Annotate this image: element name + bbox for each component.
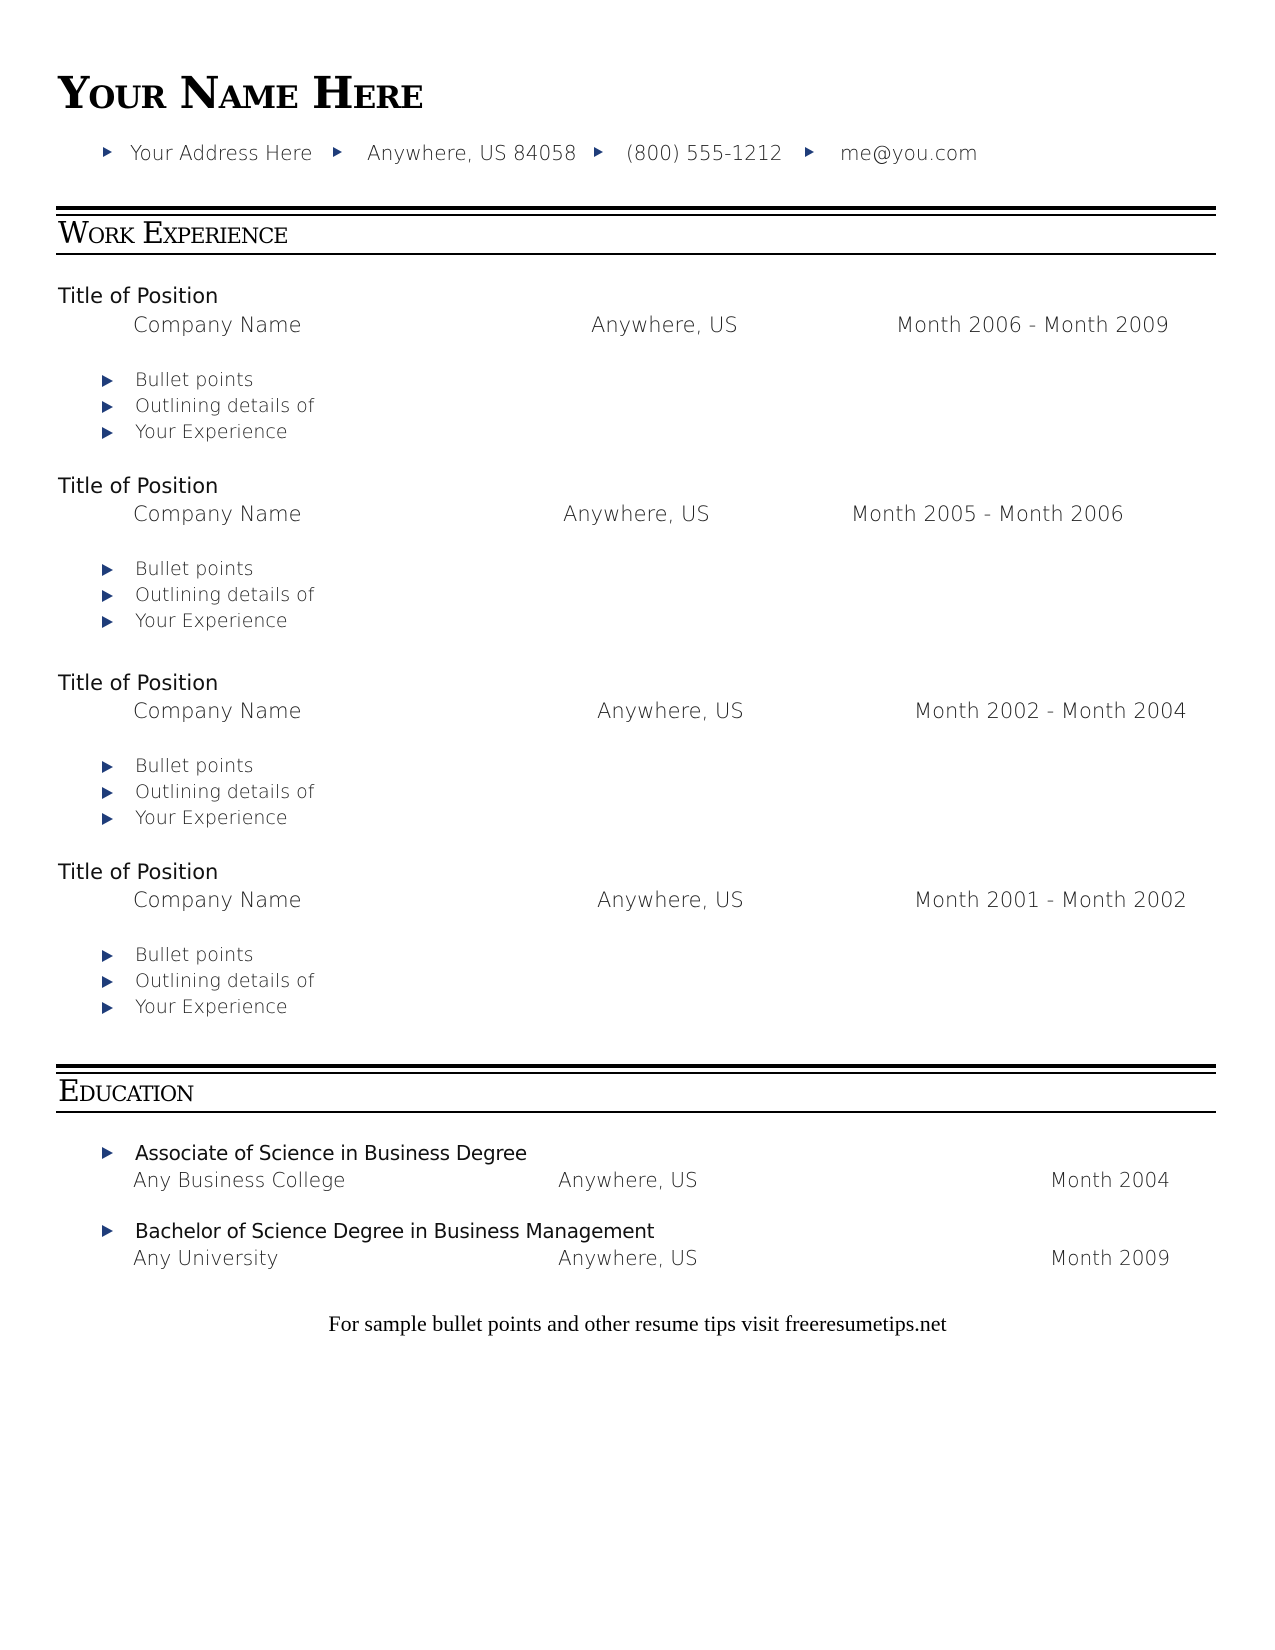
section-rule-bottom: [56, 253, 1216, 255]
job-bullet: Your Experience: [135, 807, 288, 829]
work-experience-heading: Work Experience: [58, 216, 288, 251]
job-location: Anywhere, US: [597, 888, 744, 912]
section-rule-top: [56, 1064, 1216, 1068]
job-bullet: Bullet points: [135, 369, 254, 391]
bullet-icon: [102, 616, 113, 628]
contact-bullet-icon: [333, 147, 342, 157]
job-bullet: Your Experience: [135, 996, 288, 1018]
job-bullet: Outlining details of: [135, 781, 315, 803]
bullet-icon: [102, 813, 113, 825]
job-bullet: Bullet points: [135, 944, 254, 966]
bullet-icon: [102, 950, 113, 962]
job-company: Company Name: [133, 313, 302, 337]
job-bullet: Outlining details of: [135, 970, 315, 992]
edu-degree: Bachelor of Science Degree in Business Management: [135, 1219, 655, 1243]
contact-bullet-icon: [594, 147, 603, 157]
job-location: Anywhere, US: [597, 699, 744, 723]
education-heading: Education: [58, 1074, 194, 1109]
bullet-icon: [102, 1002, 113, 1014]
bullet-icon: [102, 1225, 113, 1237]
job-dates: Month 2002 - Month 2004: [914, 699, 1187, 723]
edu-location: Anywhere, US: [558, 1246, 698, 1270]
job-dates: Month 2005 - Month 2006: [851, 502, 1124, 526]
job-bullet: Bullet points: [135, 558, 254, 580]
footer-note: For sample bullet points and other resume tips visit freeresumetips.net: [328, 1311, 947, 1336]
job-title: Title of Position: [58, 474, 219, 498]
job-title: Title of Position: [58, 860, 219, 884]
job-bullet: Bullet points: [135, 755, 254, 777]
contact-email[interactable]: me@you.com: [840, 141, 978, 165]
contact-bullet-icon: [805, 147, 814, 157]
job-company: Company Name: [133, 699, 302, 723]
resume-name: Your Name Here: [58, 68, 423, 119]
bullet-icon: [102, 787, 113, 799]
bullet-icon: [102, 564, 113, 576]
bullet-icon: [102, 761, 113, 773]
section-rule-top: [56, 206, 1216, 210]
job-location: Anywhere, US: [591, 313, 738, 337]
job-company: Company Name: [133, 888, 302, 912]
job-title: Title of Position: [58, 671, 219, 695]
bullet-icon: [102, 590, 113, 602]
bullet-icon: [102, 375, 113, 387]
job-location: Anywhere, US: [563, 502, 710, 526]
edu-degree: Associate of Science in Business Degree: [135, 1141, 527, 1165]
bullet-icon: [102, 427, 113, 439]
contact-phone: (800) 555-1212: [626, 141, 783, 165]
contact-address: Your Address Here: [130, 141, 313, 165]
job-bullet: Outlining details of: [135, 584, 315, 606]
job-bullet: Your Experience: [135, 610, 288, 632]
edu-school: Any University: [133, 1246, 279, 1270]
job-title: Title of Position: [58, 284, 219, 308]
job-bullet: Outlining details of: [135, 395, 315, 417]
section-rule-top-thin: [56, 1072, 1216, 1074]
job-bullet: Your Experience: [135, 421, 288, 443]
bullet-icon: [102, 1147, 113, 1159]
job-dates: Month 2001 - Month 2002: [914, 888, 1187, 912]
contact-bullet-icon: [103, 147, 112, 157]
job-dates: Month 2006 - Month 2009: [896, 313, 1169, 337]
job-company: Company Name: [133, 502, 302, 526]
edu-date: Month 2009: [1050, 1246, 1170, 1270]
edu-school: Any Business College: [133, 1168, 346, 1192]
bullet-icon: [102, 976, 113, 988]
bullet-icon: [102, 401, 113, 413]
edu-location: Anywhere, US: [558, 1168, 698, 1192]
section-rule-bottom: [56, 1111, 1216, 1113]
contact-city: Anywhere, US 84058: [367, 141, 577, 165]
edu-date: Month 2004: [1050, 1168, 1170, 1192]
